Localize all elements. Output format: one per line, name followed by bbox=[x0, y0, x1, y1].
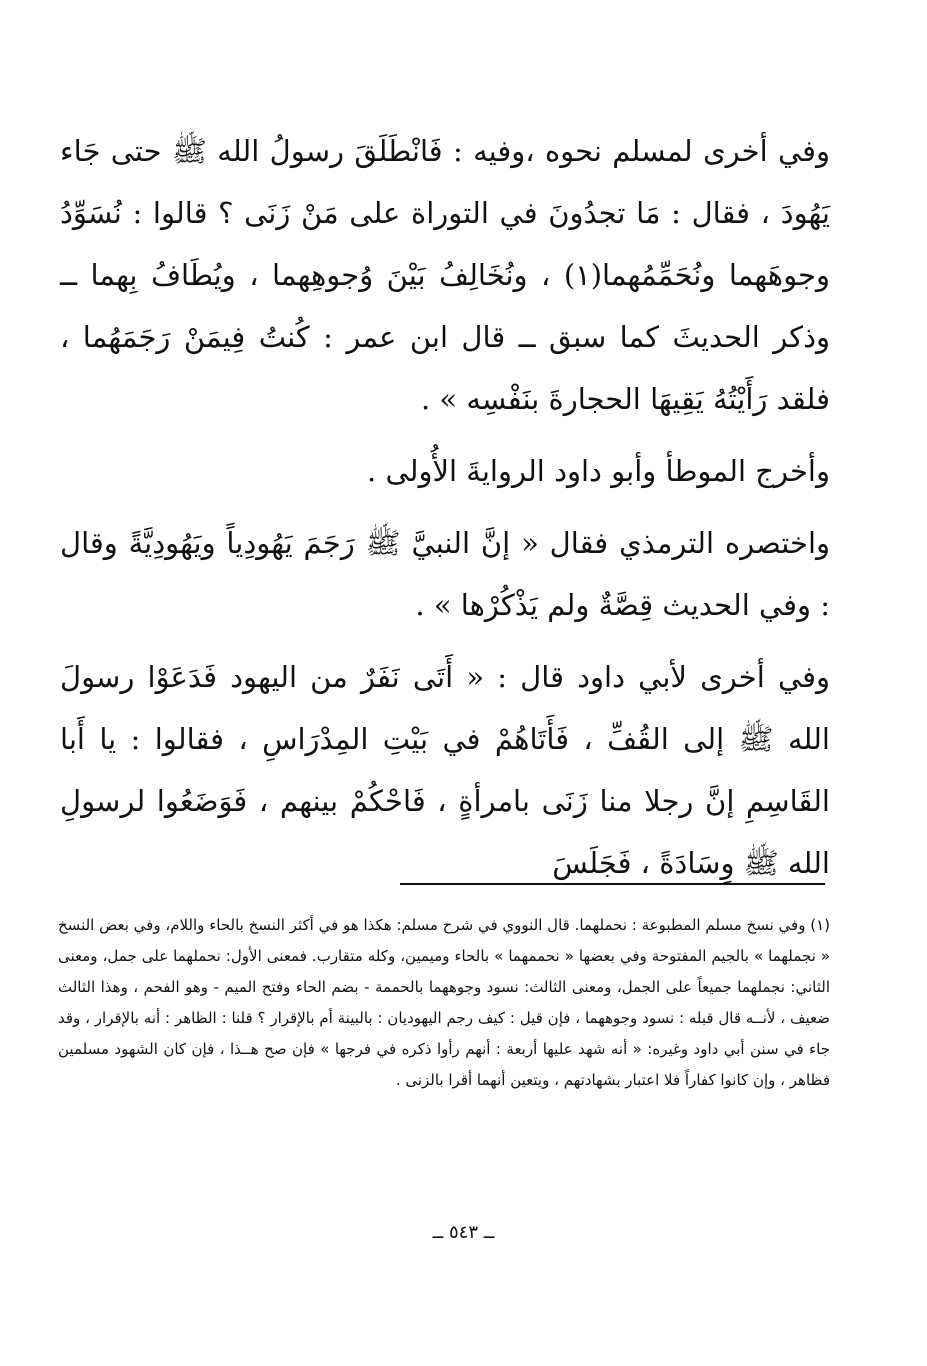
paragraph-muslim-narration: وفي أخرى لمسلم نحوه ،وفيه : فَانْطَلَقَ رسولُ الله ﷺ حتى جَاء يَهُودَ ، فقال : مَا تجدُونَ في التوراة على مَنْ زَنَى ؟ قالوا : نُسَوِّدُ وجوهَهما ونُحَمِّمُهما(١) ، ونُخَالِفُ بَيْنَ وُجوهِهما ، ويُطَافُ بِهما ــ وذكر الحديثَ كما سبق ــ قال ابن عمر : كُنتُ فِيمَنْ رَجَمَهُما ، فلقد رَأَيْتُهُ يَقِيهَا الحجارةَ بنَفْسِه » . bbox=[60, 134, 830, 416]
footnote-divider bbox=[400, 883, 825, 885]
paragraph-abu-dawud: وفي أخرى لأبي داود قال : « أَتَى نَفَرٌ من اليهود فَدَعَوْا رسولَ الله ﷺ إلى القُفِّ ، فَأَتَاهُمْ في بَيْتِ المِدْرَاسِ ، فقالوا : يا أَبا القَاسِمِ إنَّ رجلا منا زَنَى بامرأةٍ ، فَاحْكُمْ بينهم ، فَوَضَعُوا لرسولِ الله ﷺ وِسَادَةً ، فَجَلَسَ bbox=[60, 660, 830, 880]
footnote: (١) وفي نسخ مسلم المطبوعة : نحملهما. قال النووي في شرح مسلم: هكذا هو في أكثر النسخ بالحاء واللام، وفي بعض النسخ « نجملهما » بالجيم المفتوحة وفي بعضها « نحممهما » بالحاء وميمين، وكله متقارب. فمعنى الأول: نحملهما على جمل، ومعنى الثاني: نجملهما جميعاً على الجمل، ومعنى الثالث: نسود وجوههما بالحممة - بضم الحاء وفتح الميم - وهو الفحم ، وهذا الثالث ضعيف ، لأنــه قال قبله : نسود وجوههما ، فإن قيل : كيف رجم اليهوديان : بالبينة أم بالإقرار ؟ قلنا : الظاهر : أنه بالإقرار ، وقد جاء في سنن أبي داود وغيره: « أنه شهد عليها أربعة : أنهم رأوا ذكره في فرجها » فإن صح هــذا ، فإن كان الشهود مسلمين فظاهر ، وإن كانوا كفاراً فلا اعتبار بشهادتهم ، ويتعين أنهما أقرا بالزنى . bbox=[58, 916, 830, 1089]
page-number: ــ ٥٤٣ ــ bbox=[432, 1222, 495, 1243]
paragraph-muwatta: وأخرج الموطأ وأبو داود الروايةَ الأُولى . bbox=[367, 454, 830, 488]
paragraph-tirmidhi: واختصره الترمذي فقال « إنَّ النبيَّ ﷺ رَجَمَ يَهُودِياً ويَهُودِيَّةً وقال : وفي الحديث قِصَّةٌ ولم يَذْكُرْها » . bbox=[60, 526, 830, 622]
main-text bbox=[60, 120, 830, 894]
